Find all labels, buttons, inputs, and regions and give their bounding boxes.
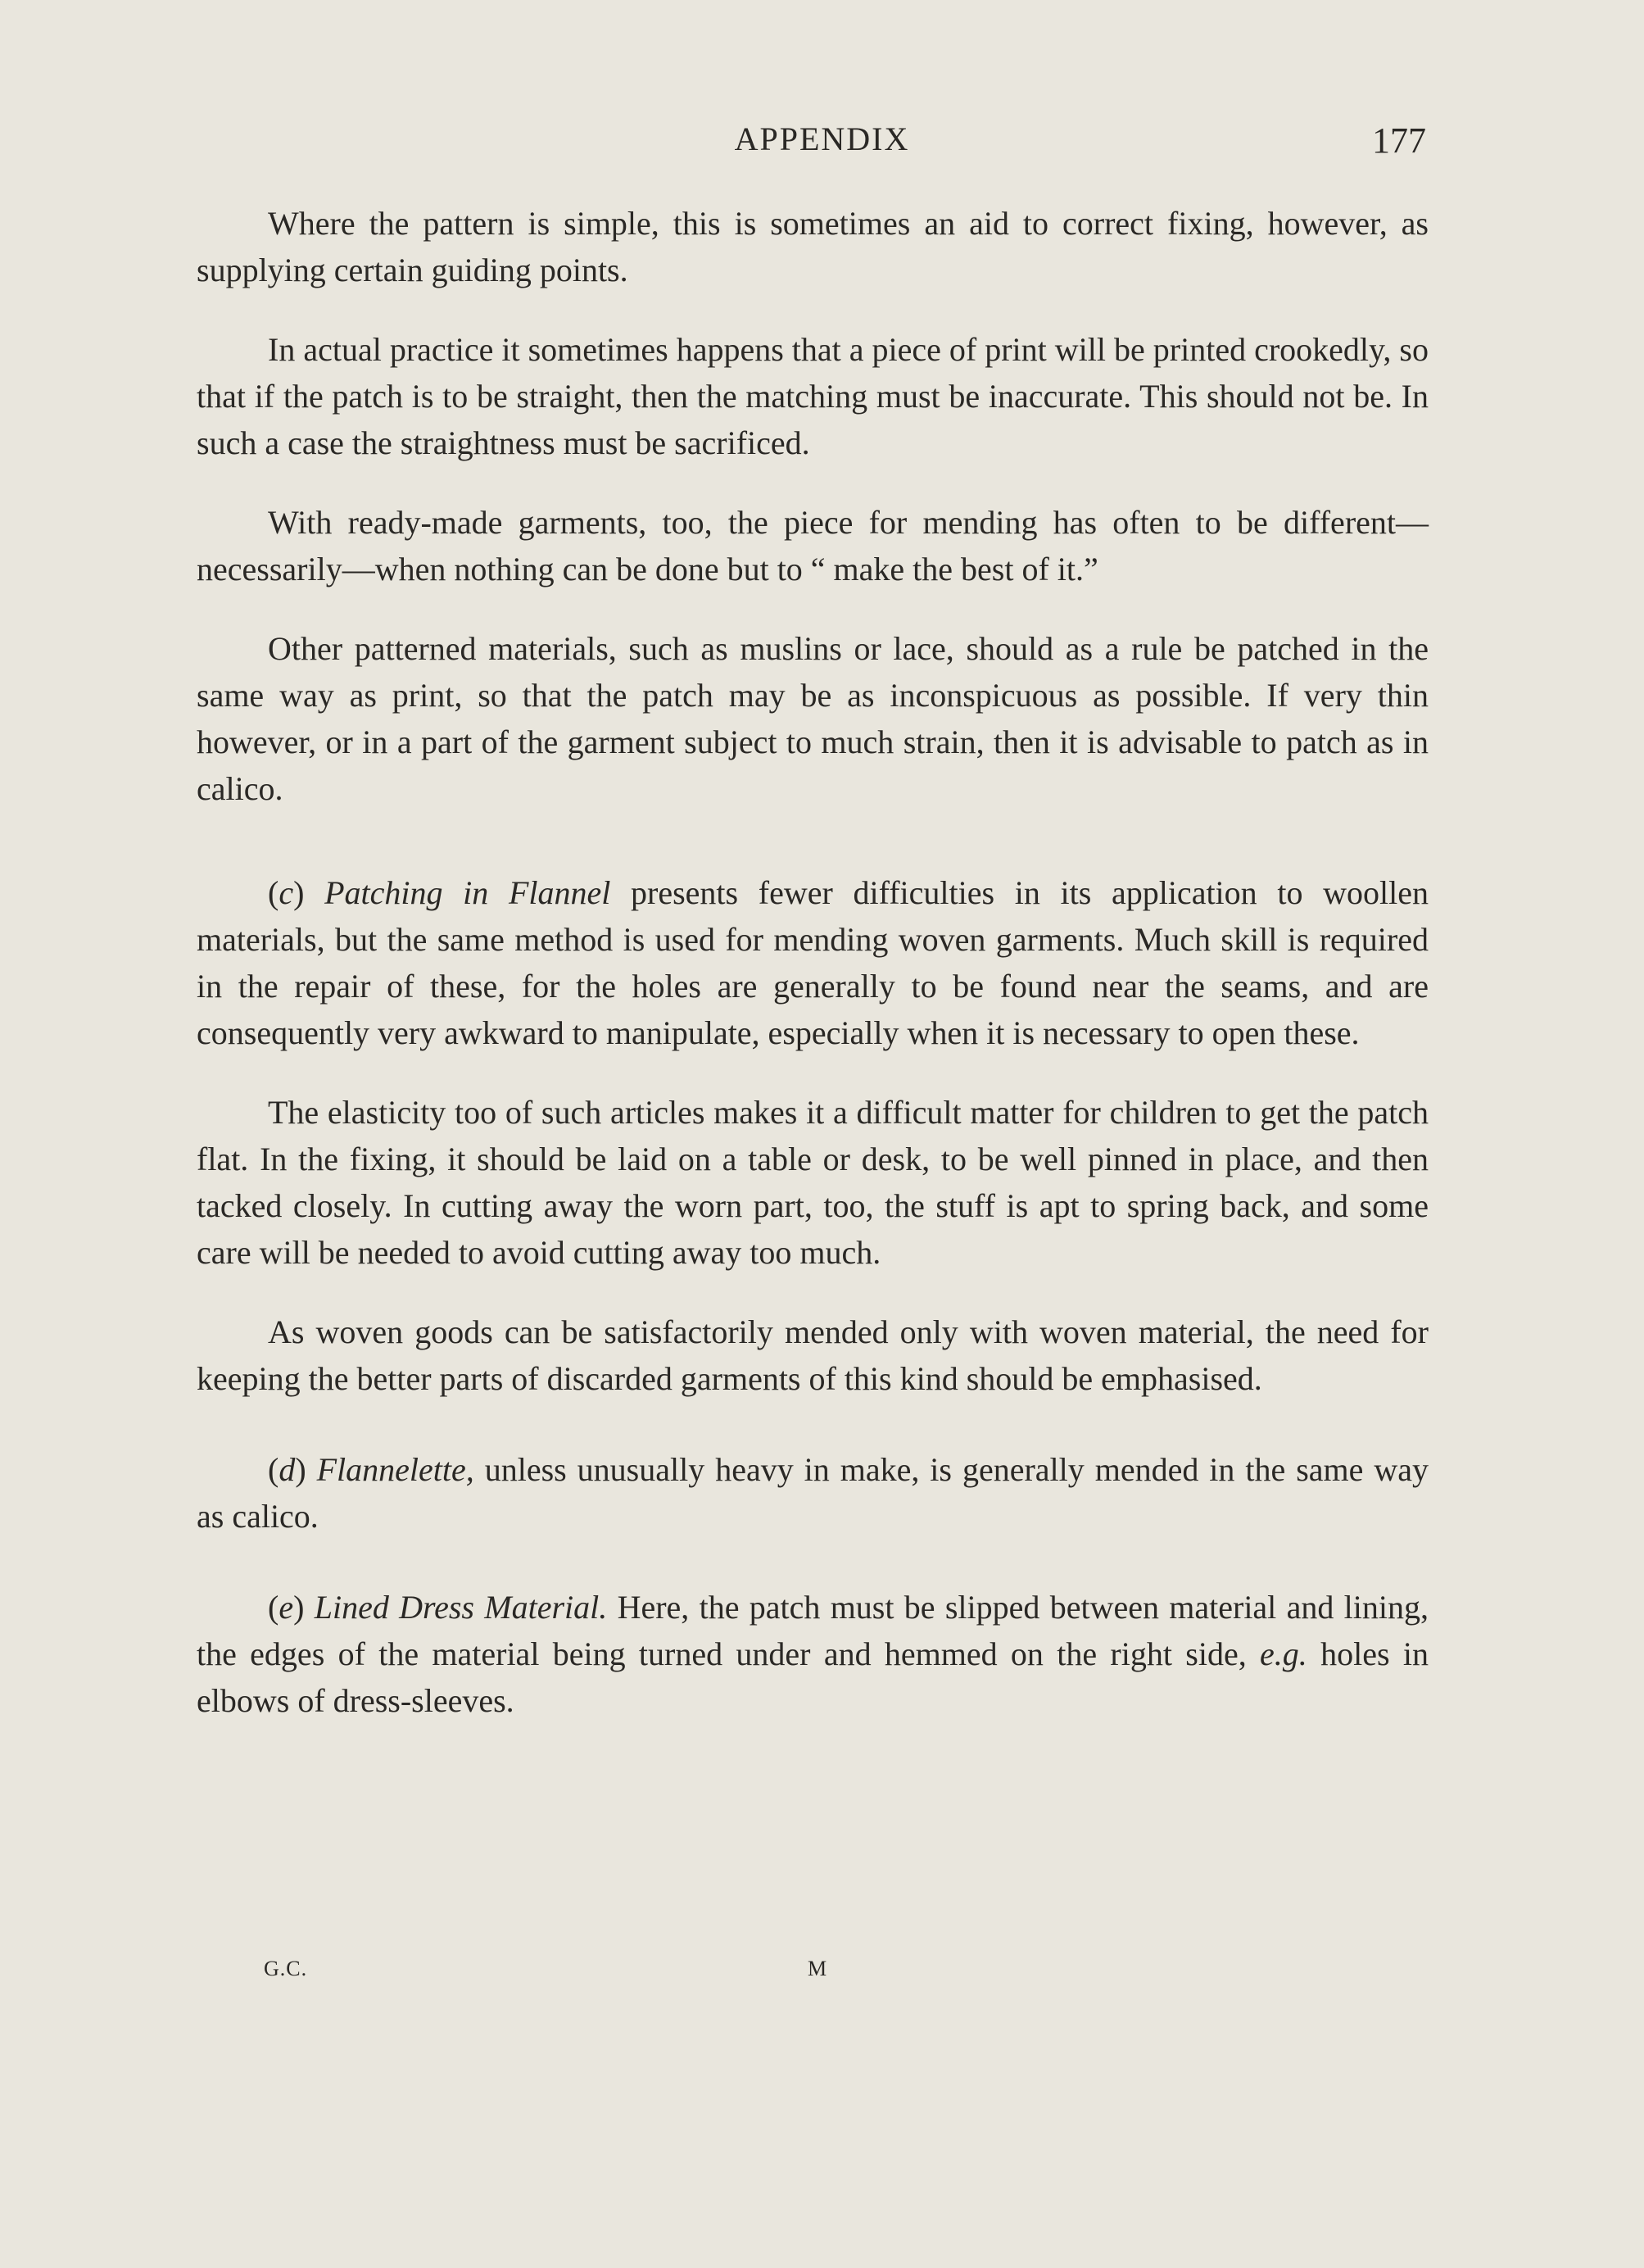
paragraph	[197, 1446, 1429, 1540]
text-run: (	[268, 1451, 279, 1488]
text-run: In actual practice it sometimes happens that a piece of print will be printed crookedly, so that if the patch is to be straight, then the matching must be inaccurate. This should not be. In such a case the straightness must be sacrificed.	[197, 331, 1429, 461]
text-run: unless unusually heavy in make, is generally mended in the same way as calico.	[197, 1451, 1429, 1535]
paragraph	[197, 200, 1429, 293]
italic-run: Flannelette,	[316, 1451, 474, 1488]
italic-run: Lined Dress Material.	[314, 1589, 608, 1626]
page-header	[0, 120, 1644, 169]
text-run: With ready-made garments, too, the piece for mending has often to be different—necessarily—when nothing can be done but to “ make the best of it.”	[197, 504, 1429, 587]
paragraph	[197, 499, 1429, 592]
text-run: (	[268, 1589, 279, 1626]
printer-signature: G.C.	[264, 1957, 308, 1980]
text-run: )	[293, 874, 325, 911]
paragraph	[197, 1584, 1429, 1724]
text-run: holes in elbows of dress-sleeves.	[197, 1635, 1429, 1719]
text-run: )	[295, 1451, 317, 1488]
italic-run: Patching in Flannel	[324, 874, 611, 911]
page-footer	[0, 1957, 1644, 1989]
italic-run: e	[279, 1589, 294, 1626]
text-run: (	[268, 874, 279, 911]
italic-run: c	[279, 874, 294, 911]
paragraph	[197, 1309, 1429, 1402]
body-text	[197, 200, 1429, 1724]
text-run: Where the pattern is simple, this is sometimes an aid to correct fixing, however, as supplying certain guiding points.	[197, 205, 1429, 288]
running-head: APPENDIX	[734, 120, 910, 157]
italic-run: d	[279, 1451, 296, 1488]
text-run: The elasticity too of such articles makes it a difficult matter for children to get the patch flat. In the fixing, it should be laid on a table or desk, to be well pinned in place, and then tacked closely. In cutting away the worn part, too, the stuff is apt to spring back, and some care will be needed to avoid cutting away too much.	[197, 1094, 1429, 1271]
page-number: 177	[1372, 120, 1426, 161]
paragraph	[197, 326, 1429, 466]
text-run: Other patterned materials, such as muslins or lace, should as a rule be patched in the same way as print, so that the patch may be as inconspicuous as possible. If very thin however, or in a part of the garment subject to much strain, then it is advisable to patch as in calico.	[197, 630, 1429, 807]
sheet-mark: M	[808, 1957, 827, 1980]
text-run: Here, the patch must be slipped between material and lining, the edges of the material being turned under and hemmed on the right side,	[197, 1589, 1429, 1672]
paragraph	[197, 869, 1429, 1056]
text-run: )	[293, 1589, 315, 1626]
paragraph	[197, 1089, 1429, 1276]
text-run: As woven goods can be satisfactorily mended only with woven material, the need for keeping the better parts of discarded garments of this kind should be emphasised.	[197, 1313, 1429, 1397]
italic-run: e.g.	[1260, 1635, 1307, 1672]
paragraph	[197, 625, 1429, 812]
text-run: presents fewer difficulties in its application to woollen materials, but the same method is used for mending woven garments. Much skill is required in the repair of these, for the holes are generally to be found near the seams, and are consequently very awkward to manipulate, especially when it is necessary to open these.	[197, 874, 1429, 1051]
